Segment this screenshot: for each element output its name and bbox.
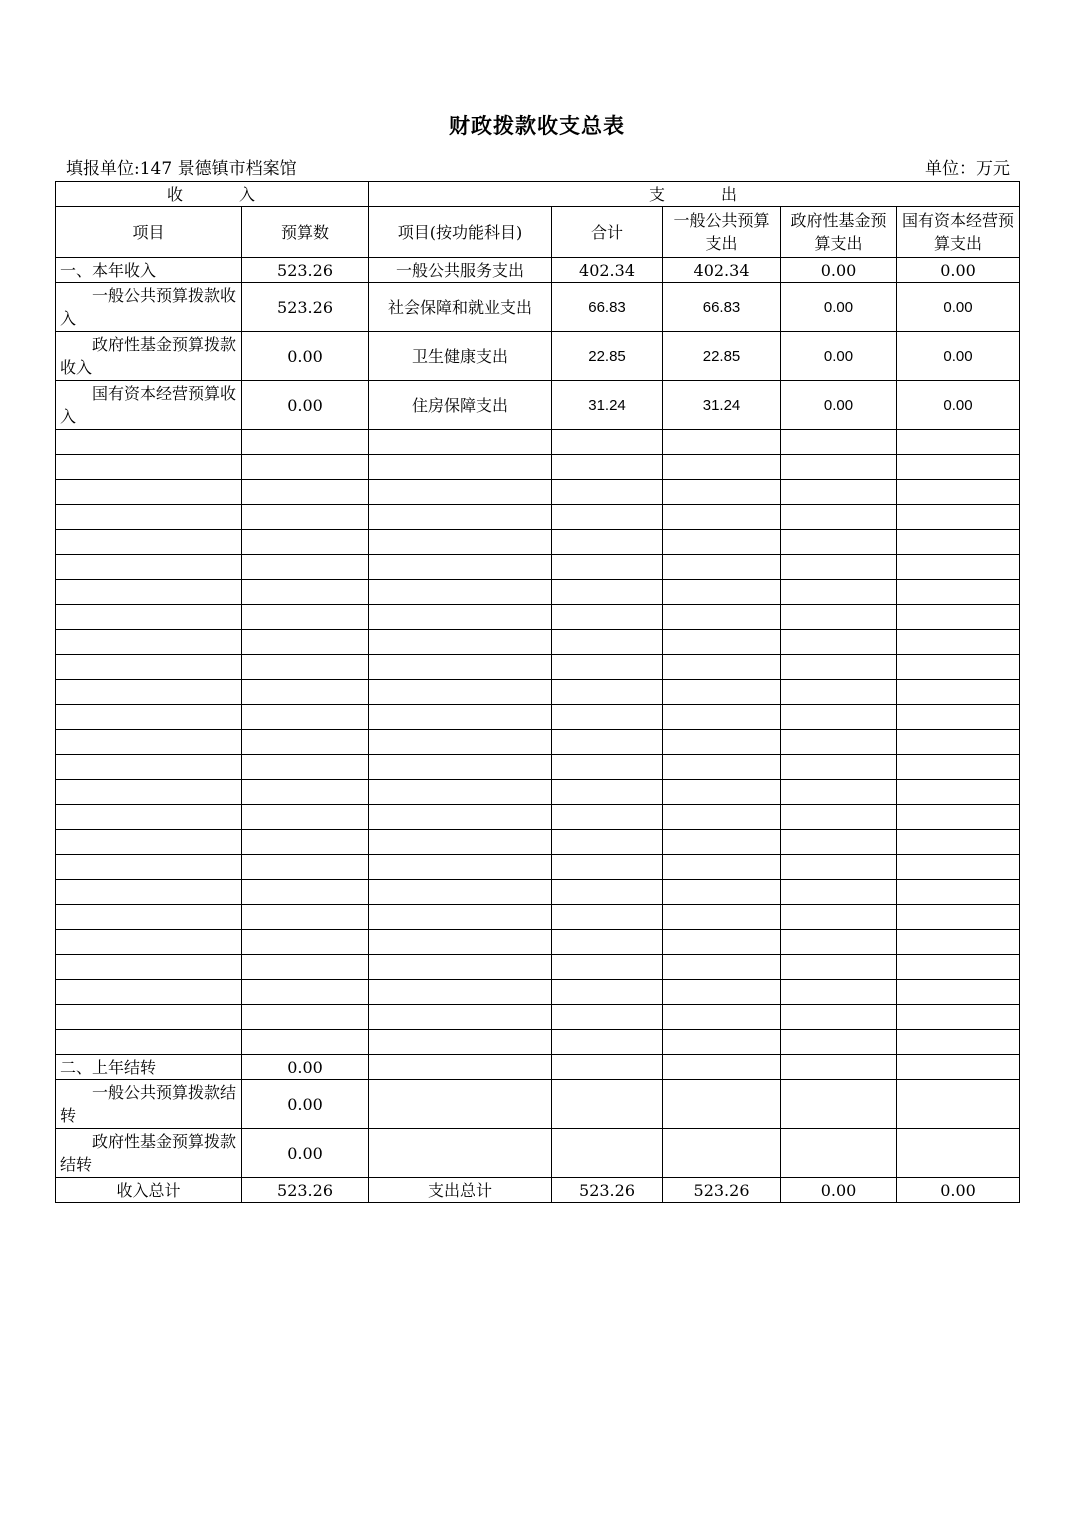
empty-cell (897, 555, 1020, 580)
empty-cell (369, 530, 552, 555)
expense-total: 22.85 (552, 332, 663, 381)
empty-cell (552, 1030, 663, 1055)
currency-unit: 单位：万元 (925, 159, 1010, 179)
empty-cell (897, 1080, 1020, 1129)
empty-cell (781, 555, 897, 580)
empty-cell (552, 455, 663, 480)
empty-cell (56, 630, 242, 655)
empty-cell (663, 905, 781, 930)
column-header-row (56, 207, 1020, 258)
empty-cell (369, 780, 552, 805)
empty-cell (897, 780, 1020, 805)
empty-cell (369, 855, 552, 880)
empty-cell (897, 730, 1020, 755)
empty-cell (897, 980, 1020, 1005)
empty-cell (242, 630, 369, 655)
blank-row (56, 555, 1020, 580)
empty-cell (781, 955, 897, 980)
empty-cell (781, 780, 897, 805)
empty-cell (369, 905, 552, 930)
blank-row (56, 905, 1020, 930)
expense-total-sum: 523.26 (552, 1178, 663, 1203)
empty-cell (781, 905, 897, 930)
empty-cell (897, 855, 1020, 880)
empty-cell (781, 1030, 897, 1055)
expense-total: 66.83 (552, 283, 663, 332)
col-header-function-item: 项目(按功能科目) (369, 207, 552, 258)
empty-cell (242, 880, 369, 905)
empty-cell (552, 480, 663, 505)
expense-group-header: 支 出 (369, 182, 1020, 207)
empty-cell (56, 955, 242, 980)
empty-cell (56, 930, 242, 955)
empty-cell (781, 455, 897, 480)
empty-cell (781, 655, 897, 680)
empty-cell (897, 630, 1020, 655)
empty-cell (897, 1005, 1020, 1030)
empty-cell (56, 880, 242, 905)
empty-cell (781, 530, 897, 555)
income-value: 0.00 (242, 1080, 369, 1129)
empty-cell (781, 505, 897, 530)
income-item: 政府性基金预算拨款结转 (56, 1129, 242, 1178)
empty-cell (552, 430, 663, 455)
income-total-label: 收入总计 (56, 1178, 242, 1203)
income-item: 一、本年收入 (56, 258, 242, 283)
empty-cell (897, 955, 1020, 980)
expense-item: 一般公共服务支出 (369, 258, 552, 283)
empty-cell (56, 1030, 242, 1055)
empty-cell (663, 805, 781, 830)
income-total-value: 523.26 (242, 1178, 369, 1203)
empty-cell (663, 455, 781, 480)
empty-cell (242, 655, 369, 680)
empty-cell (781, 930, 897, 955)
empty-cell (552, 730, 663, 755)
expense-fund: 0.00 (781, 332, 897, 381)
empty-cell (552, 1080, 663, 1129)
empty-cell (242, 505, 369, 530)
empty-cell (369, 955, 552, 980)
empty-cell (897, 705, 1020, 730)
empty-cell (242, 930, 369, 955)
empty-cell (242, 480, 369, 505)
empty-cell (369, 680, 552, 705)
empty-cell (781, 980, 897, 1005)
empty-cell (242, 755, 369, 780)
income-item: 一般公共预算拨款结转 (56, 1080, 242, 1129)
empty-cell (663, 930, 781, 955)
blank-row (56, 655, 1020, 680)
empty-cell (369, 655, 552, 680)
blank-row (56, 955, 1020, 980)
empty-cell (56, 655, 242, 680)
empty-cell (552, 530, 663, 555)
empty-cell (552, 705, 663, 730)
table-row (56, 258, 1020, 283)
expense-item: 社会保障和就业支出 (369, 283, 552, 332)
expense-item: 卫生健康支出 (369, 332, 552, 381)
empty-cell (781, 830, 897, 855)
empty-cell (663, 780, 781, 805)
empty-cell (663, 530, 781, 555)
empty-cell (56, 530, 242, 555)
empty-cell (242, 705, 369, 730)
empty-cell (781, 730, 897, 755)
empty-cell (781, 430, 897, 455)
empty-cell (663, 655, 781, 680)
table-row (56, 1129, 1020, 1178)
blank-row (56, 730, 1020, 755)
income-item: 二、上年结转 (56, 1055, 242, 1080)
blank-row (56, 705, 1020, 730)
empty-cell (552, 1055, 663, 1080)
empty-cell (242, 530, 369, 555)
empty-cell (242, 430, 369, 455)
empty-cell (552, 1129, 663, 1178)
empty-cell (242, 1005, 369, 1030)
empty-cell (56, 830, 242, 855)
empty-cell (369, 755, 552, 780)
empty-cell (242, 1030, 369, 1055)
empty-cell (663, 755, 781, 780)
empty-cell (552, 555, 663, 580)
empty-cell (369, 980, 552, 1005)
table-row (56, 381, 1020, 430)
empty-cell (897, 455, 1020, 480)
empty-cell (663, 1129, 781, 1178)
empty-cell (552, 1005, 663, 1030)
col-header-total: 合计 (552, 207, 663, 258)
empty-cell (552, 680, 663, 705)
expense-general: 22.85 (663, 332, 781, 381)
empty-cell (552, 605, 663, 630)
empty-cell (369, 430, 552, 455)
empty-cell (552, 930, 663, 955)
empty-cell (369, 630, 552, 655)
empty-cell (897, 580, 1020, 605)
page-title: 财政拨款收支总表 (449, 113, 625, 138)
blank-row (56, 580, 1020, 605)
income-value: 0.00 (242, 332, 369, 381)
empty-cell (242, 680, 369, 705)
blank-row (56, 530, 1020, 555)
empty-cell (897, 680, 1020, 705)
income-item: 政府性基金预算拨款收入 (56, 332, 242, 381)
income-value: 0.00 (242, 381, 369, 430)
expense-fund: 0.00 (781, 258, 897, 283)
empty-cell (663, 580, 781, 605)
empty-cell (369, 580, 552, 605)
empty-cell (552, 880, 663, 905)
empty-cell (242, 905, 369, 930)
empty-cell (242, 955, 369, 980)
empty-cell (552, 755, 663, 780)
expense-total: 402.34 (552, 258, 663, 283)
blank-row (56, 780, 1020, 805)
empty-cell (663, 505, 781, 530)
blank-row (56, 880, 1020, 905)
blank-row (56, 630, 1020, 655)
empty-cell (369, 1005, 552, 1030)
empty-cell (897, 605, 1020, 630)
total-row (56, 1178, 1020, 1203)
empty-cell (552, 780, 663, 805)
empty-cell (663, 680, 781, 705)
empty-cell (56, 855, 242, 880)
empty-cell (781, 855, 897, 880)
empty-cell (369, 830, 552, 855)
empty-cell (897, 930, 1020, 955)
empty-cell (781, 605, 897, 630)
empty-cell (369, 1030, 552, 1055)
empty-cell (242, 730, 369, 755)
empty-cell (663, 1055, 781, 1080)
empty-cell (552, 830, 663, 855)
col-header-fund-budget: 政府性基金预算支出 (781, 207, 897, 258)
blank-row (56, 605, 1020, 630)
empty-cell (56, 480, 242, 505)
income-value: 523.26 (242, 258, 369, 283)
blank-row (56, 755, 1020, 780)
empty-cell (56, 605, 242, 630)
empty-cell (663, 555, 781, 580)
income-value: 0.00 (242, 1129, 369, 1178)
empty-cell (897, 655, 1020, 680)
empty-cell (552, 580, 663, 605)
blank-row (56, 855, 1020, 880)
empty-cell (56, 755, 242, 780)
empty-cell (369, 1055, 552, 1080)
expense-general: 66.83 (663, 283, 781, 332)
empty-cell (369, 805, 552, 830)
empty-cell (242, 805, 369, 830)
blank-row (56, 830, 1020, 855)
reporting-unit: 填报单位:147 景德镇市档案馆 (66, 159, 297, 179)
empty-cell (663, 955, 781, 980)
empty-cell (552, 630, 663, 655)
empty-cell (663, 430, 781, 455)
empty-cell (663, 480, 781, 505)
expense-total-general: 523.26 (663, 1178, 781, 1203)
blank-row (56, 1030, 1020, 1055)
empty-cell (897, 430, 1020, 455)
empty-cell (56, 555, 242, 580)
empty-cell (56, 805, 242, 830)
empty-cell (663, 980, 781, 1005)
empty-cell (242, 830, 369, 855)
empty-cell (552, 905, 663, 930)
empty-cell (663, 705, 781, 730)
empty-cell (552, 955, 663, 980)
expense-total-label: 支出总计 (369, 1178, 552, 1203)
empty-cell (663, 1005, 781, 1030)
blank-row (56, 805, 1020, 830)
empty-cell (369, 480, 552, 505)
expense-fund: 0.00 (781, 381, 897, 430)
col-header-item: 项目 (56, 207, 242, 258)
empty-cell (369, 1129, 552, 1178)
blank-row (56, 455, 1020, 480)
empty-cell (781, 1005, 897, 1030)
income-item: 一般公共预算拨款收入 (56, 283, 242, 332)
expense-state-capital: 0.00 (897, 332, 1020, 381)
blank-rows (56, 430, 1020, 1055)
empty-cell (781, 705, 897, 730)
empty-cell (56, 780, 242, 805)
blank-row (56, 1005, 1020, 1030)
empty-cell (897, 805, 1020, 830)
col-header-state-capital: 国有资本经营预算支出 (897, 207, 1020, 258)
empty-cell (781, 805, 897, 830)
empty-cell (369, 455, 552, 480)
blank-row (56, 980, 1020, 1005)
empty-cell (242, 455, 369, 480)
expense-state-capital: 0.00 (897, 283, 1020, 332)
empty-cell (369, 730, 552, 755)
income-value: 0.00 (242, 1055, 369, 1080)
blank-row (56, 505, 1020, 530)
blank-row (56, 930, 1020, 955)
empty-cell (663, 730, 781, 755)
table-row (56, 283, 1020, 332)
table-row (56, 1055, 1020, 1080)
empty-cell (663, 855, 781, 880)
empty-cell (56, 705, 242, 730)
empty-cell (781, 680, 897, 705)
empty-cell (897, 755, 1020, 780)
empty-cell (663, 1030, 781, 1055)
blank-row (56, 430, 1020, 455)
empty-cell (369, 1080, 552, 1129)
income-value: 523.26 (242, 283, 369, 332)
empty-cell (897, 505, 1020, 530)
empty-cell (369, 505, 552, 530)
table-row (56, 332, 1020, 381)
empty-cell (781, 1080, 897, 1129)
empty-cell (897, 880, 1020, 905)
empty-cell (56, 905, 242, 930)
expense-state-capital: 0.00 (897, 381, 1020, 430)
expense-fund: 0.00 (781, 283, 897, 332)
empty-cell (56, 455, 242, 480)
empty-cell (369, 705, 552, 730)
expense-general: 402.34 (663, 258, 781, 283)
empty-cell (897, 905, 1020, 930)
empty-cell (897, 480, 1020, 505)
empty-cell (369, 930, 552, 955)
empty-cell (663, 1080, 781, 1129)
expense-general: 31.24 (663, 381, 781, 430)
empty-cell (663, 605, 781, 630)
empty-cell (781, 1129, 897, 1178)
empty-cell (369, 555, 552, 580)
empty-cell (781, 580, 897, 605)
empty-cell (897, 1129, 1020, 1178)
empty-cell (781, 880, 897, 905)
col-header-budget: 预算数 (242, 207, 369, 258)
empty-cell (663, 630, 781, 655)
expense-item: 住房保障支出 (369, 381, 552, 430)
empty-cell (56, 1005, 242, 1030)
empty-cell (369, 605, 552, 630)
budget-summary-table (55, 181, 1020, 1203)
empty-cell (552, 855, 663, 880)
empty-cell (369, 880, 552, 905)
empty-cell (552, 505, 663, 530)
empty-cell (897, 830, 1020, 855)
empty-cell (56, 580, 242, 605)
empty-cell (552, 805, 663, 830)
empty-cell (56, 430, 242, 455)
empty-cell (242, 580, 369, 605)
empty-cell (242, 555, 369, 580)
col-header-general-budget: 一般公共预算支出 (663, 207, 781, 258)
expense-total-fund: 0.00 (781, 1178, 897, 1203)
empty-cell (663, 880, 781, 905)
empty-cell (56, 730, 242, 755)
empty-cell (781, 630, 897, 655)
blank-row (56, 680, 1020, 705)
empty-cell (56, 680, 242, 705)
empty-cell (897, 1055, 1020, 1080)
empty-cell (242, 605, 369, 630)
blank-row (56, 480, 1020, 505)
income-group-header: 收 入 (56, 182, 369, 207)
empty-cell (552, 655, 663, 680)
income-item: 国有资本经营预算收入 (56, 381, 242, 430)
table-row (56, 1080, 1020, 1129)
empty-cell (781, 755, 897, 780)
empty-cell (242, 980, 369, 1005)
empty-cell (242, 780, 369, 805)
empty-cell (663, 830, 781, 855)
empty-cell (56, 980, 242, 1005)
empty-cell (56, 505, 242, 530)
expense-total-state-capital: 0.00 (897, 1178, 1020, 1203)
empty-cell (897, 530, 1020, 555)
group-header-row (56, 182, 1020, 207)
empty-cell (552, 980, 663, 1005)
empty-cell (242, 855, 369, 880)
empty-cell (781, 480, 897, 505)
empty-cell (781, 1055, 897, 1080)
expense-state-capital: 0.00 (897, 258, 1020, 283)
expense-total: 31.24 (552, 381, 663, 430)
empty-cell (897, 1030, 1020, 1055)
